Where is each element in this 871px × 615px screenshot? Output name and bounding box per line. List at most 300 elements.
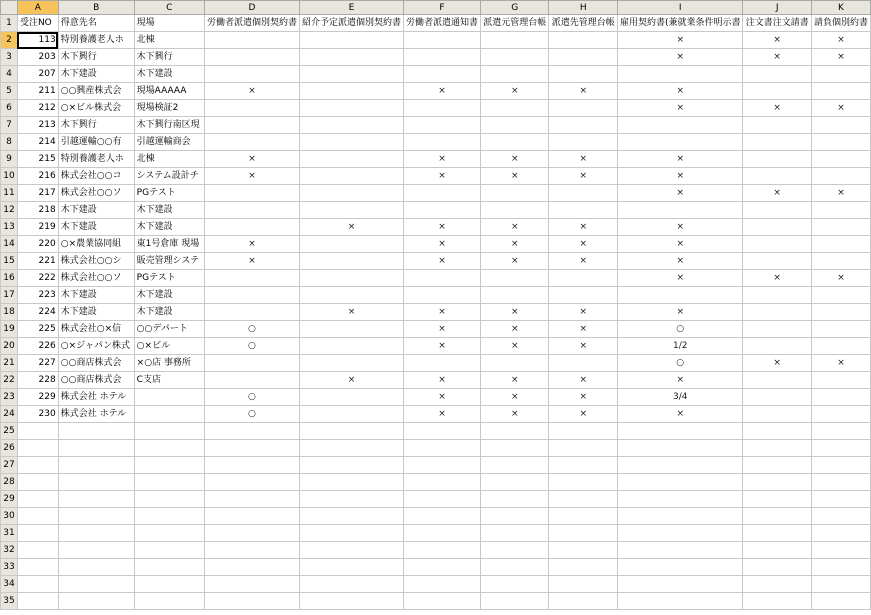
cell-i14[interactable]: × [617,236,743,253]
cell-d5[interactable]: × [204,83,299,100]
cell-j33[interactable] [743,559,811,576]
cell-k4[interactable] [811,66,870,83]
cell-k34[interactable] [811,576,870,593]
cell-j26[interactable] [743,440,811,457]
cell-c15[interactable]: 販売管理システ [134,253,204,270]
row-header-29[interactable]: 29 [1,491,18,508]
row-header-8[interactable]: 8 [1,134,18,151]
cell-j9[interactable] [743,151,811,168]
cell-h20[interactable]: × [549,338,617,355]
cell-g33[interactable] [481,559,549,576]
cell-i4[interactable] [617,66,743,83]
cell-j29[interactable] [743,491,811,508]
cell-j4[interactable] [743,66,811,83]
cell-j28[interactable] [743,474,811,491]
cell-b23[interactable]: 株式会社 ホテル [58,389,134,406]
cell-k24[interactable] [811,406,870,423]
cell-b4[interactable]: 木下建設 [58,66,134,83]
cell-k14[interactable] [811,236,870,253]
header-cell-f[interactable]: 労働者派遣通知書 [404,15,481,32]
cell-h18[interactable]: × [549,304,617,321]
cell-b29[interactable] [58,491,134,508]
cell-g23[interactable]: × [481,389,549,406]
cell-h14[interactable]: × [549,236,617,253]
cell-h5[interactable]: × [549,83,617,100]
cell-h10[interactable]: × [549,168,617,185]
cell-k5[interactable] [811,83,870,100]
cell-i7[interactable] [617,117,743,134]
cell-e12[interactable] [299,202,403,219]
header-cell-k[interactable]: 請負個別約書 [811,15,870,32]
cell-d34[interactable] [204,576,299,593]
cell-a24[interactable]: 230 [17,406,58,423]
cell-c23[interactable] [134,389,204,406]
cell-g26[interactable] [481,440,549,457]
cell-h31[interactable] [549,525,617,542]
cell-h4[interactable] [549,66,617,83]
header-cell-a[interactable]: 受注NO [17,15,58,32]
cell-k29[interactable] [811,491,870,508]
cell-e2[interactable] [299,32,403,49]
cell-a18[interactable]: 224 [17,304,58,321]
cell-j17[interactable] [743,287,811,304]
cell-b32[interactable] [58,542,134,559]
cell-g31[interactable] [481,525,549,542]
cell-a34[interactable] [17,576,58,593]
cell-j34[interactable] [743,576,811,593]
cell-a31[interactable] [17,525,58,542]
row-header-1[interactable]: 1 [1,15,18,32]
row-header-14[interactable]: 14 [1,236,18,253]
cell-k2[interactable]: × [811,32,870,49]
cell-j22[interactable] [743,372,811,389]
cell-i6[interactable]: × [617,100,743,117]
cell-d28[interactable] [204,474,299,491]
cell-i32[interactable] [617,542,743,559]
row-header-7[interactable]: 7 [1,117,18,134]
cell-b35[interactable] [58,593,134,610]
cell-h19[interactable]: × [549,321,617,338]
cell-f35[interactable] [404,593,481,610]
cell-b30[interactable] [58,508,134,525]
cell-i11[interactable]: × [617,185,743,202]
cell-f20[interactable]: × [404,338,481,355]
column-header-h[interactable]: H [549,1,617,15]
cell-d6[interactable] [204,100,299,117]
cell-e29[interactable] [299,491,403,508]
cell-a11[interactable]: 217 [17,185,58,202]
cell-f9[interactable]: × [404,151,481,168]
cell-f34[interactable] [404,576,481,593]
cell-h33[interactable] [549,559,617,576]
cell-c12[interactable]: 木下建設 [134,202,204,219]
cell-e31[interactable] [299,525,403,542]
column-header-a[interactable]: A [17,1,58,15]
cell-k15[interactable] [811,253,870,270]
cell-h21[interactable] [549,355,617,372]
cell-f19[interactable]: × [404,321,481,338]
cell-g12[interactable] [481,202,549,219]
cell-j12[interactable] [743,202,811,219]
cell-a22[interactable]: 228 [17,372,58,389]
cell-d26[interactable] [204,440,299,457]
cell-j27[interactable] [743,457,811,474]
row-header-10[interactable]: 10 [1,168,18,185]
cell-c14[interactable]: 東1号倉庫 現場 [134,236,204,253]
cell-d10[interactable]: × [204,168,299,185]
cell-c4[interactable]: 木下建設 [134,66,204,83]
cell-e11[interactable] [299,185,403,202]
header-cell-i[interactable]: 雇用契約書(兼就業条件明示書 [617,15,743,32]
cell-g19[interactable]: × [481,321,549,338]
cell-k26[interactable] [811,440,870,457]
cell-b5[interactable]: ○○興産株式会 [58,83,134,100]
cell-b2[interactable]: 特別養護老人ホ [58,32,134,49]
cell-j14[interactable] [743,236,811,253]
cell-k20[interactable] [811,338,870,355]
cell-a5[interactable]: 211 [17,83,58,100]
cell-f31[interactable] [404,525,481,542]
cell-j18[interactable] [743,304,811,321]
cell-d11[interactable] [204,185,299,202]
cell-e15[interactable] [299,253,403,270]
cell-c34[interactable] [134,576,204,593]
cell-e14[interactable] [299,236,403,253]
header-cell-g[interactable]: 派遣元管理台帳 [481,15,549,32]
cell-i17[interactable] [617,287,743,304]
cell-h9[interactable]: × [549,151,617,168]
cell-f29[interactable] [404,491,481,508]
row-header-35[interactable]: 35 [1,593,18,610]
cell-h24[interactable]: × [549,406,617,423]
cell-f23[interactable]: × [404,389,481,406]
cell-h23[interactable]: × [549,389,617,406]
cell-f24[interactable]: × [404,406,481,423]
row-header-2[interactable]: 2 [1,32,18,49]
header-cell-h[interactable]: 派遣先管理台帳 [549,15,617,32]
cell-d15[interactable]: × [204,253,299,270]
cell-g24[interactable]: × [481,406,549,423]
cell-j16[interactable]: × [743,270,811,287]
cell-c31[interactable] [134,525,204,542]
cell-f28[interactable] [404,474,481,491]
cell-f21[interactable] [404,355,481,372]
select-all-corner[interactable] [1,1,18,15]
cell-e21[interactable] [299,355,403,372]
cell-e5[interactable] [299,83,403,100]
cell-h8[interactable] [549,134,617,151]
cell-e4[interactable] [299,66,403,83]
cell-g29[interactable] [481,491,549,508]
cell-c3[interactable]: 木下興行 [134,49,204,66]
cell-k12[interactable] [811,202,870,219]
cell-k30[interactable] [811,508,870,525]
cell-a17[interactable]: 223 [17,287,58,304]
cell-h32[interactable] [549,542,617,559]
cell-a10[interactable]: 216 [17,168,58,185]
column-header-c[interactable]: C [134,1,204,15]
cell-g27[interactable] [481,457,549,474]
cell-h34[interactable] [549,576,617,593]
row-header-22[interactable]: 22 [1,372,18,389]
cell-f4[interactable] [404,66,481,83]
cell-f5[interactable]: × [404,83,481,100]
cell-j25[interactable] [743,423,811,440]
row-header-4[interactable]: 4 [1,66,18,83]
cell-k21[interactable]: × [811,355,870,372]
cell-f15[interactable]: × [404,253,481,270]
cell-b17[interactable]: 木下建設 [58,287,134,304]
cell-a27[interactable] [17,457,58,474]
cell-b22[interactable]: ○○商店株式会 [58,372,134,389]
cell-i20[interactable]: 1/2 [617,338,743,355]
cell-d8[interactable] [204,134,299,151]
cell-f6[interactable] [404,100,481,117]
cell-g3[interactable] [481,49,549,66]
cell-k35[interactable] [811,593,870,610]
cell-d18[interactable] [204,304,299,321]
cell-i10[interactable]: × [617,168,743,185]
row-header-6[interactable]: 6 [1,100,18,117]
cell-c5[interactable]: 現場AAAAA [134,83,204,100]
cell-i25[interactable] [617,423,743,440]
cell-f32[interactable] [404,542,481,559]
cell-b21[interactable]: ○○商店株式会 [58,355,134,372]
cell-g6[interactable] [481,100,549,117]
column-header-j[interactable]: J [743,1,811,15]
cell-i34[interactable] [617,576,743,593]
cell-h22[interactable]: × [549,372,617,389]
cell-k27[interactable] [811,457,870,474]
cell-b15[interactable]: 株式会社○○シ [58,253,134,270]
row-header-31[interactable]: 31 [1,525,18,542]
cell-j19[interactable] [743,321,811,338]
cell-f12[interactable] [404,202,481,219]
cell-d2[interactable] [204,32,299,49]
cell-d27[interactable] [204,457,299,474]
cell-i23[interactable]: 3/4 [617,389,743,406]
cell-h16[interactable] [549,270,617,287]
cell-i35[interactable] [617,593,743,610]
cell-f3[interactable] [404,49,481,66]
cell-f2[interactable] [404,32,481,49]
cell-j15[interactable] [743,253,811,270]
row-header-25[interactable]: 25 [1,423,18,440]
cell-i12[interactable] [617,202,743,219]
cell-g8[interactable] [481,134,549,151]
cell-c13[interactable]: 木下建設 [134,219,204,236]
cell-c16[interactable]: PGテスト [134,270,204,287]
cell-b13[interactable]: 木下建設 [58,219,134,236]
column-header-g[interactable]: G [481,1,549,15]
cell-a21[interactable]: 227 [17,355,58,372]
row-header-18[interactable]: 18 [1,304,18,321]
cell-h29[interactable] [549,491,617,508]
row-header-5[interactable]: 5 [1,83,18,100]
cell-c20[interactable]: ○×ビル [134,338,204,355]
cell-h15[interactable]: × [549,253,617,270]
cell-c30[interactable] [134,508,204,525]
cell-j8[interactable] [743,134,811,151]
cell-h27[interactable] [549,457,617,474]
cell-a30[interactable] [17,508,58,525]
cell-i5[interactable]: × [617,83,743,100]
cell-i9[interactable]: × [617,151,743,168]
cell-g17[interactable] [481,287,549,304]
cell-b11[interactable]: 株式会社○○ソ [58,185,134,202]
cell-i26[interactable] [617,440,743,457]
row-header-26[interactable]: 26 [1,440,18,457]
cell-b31[interactable] [58,525,134,542]
cell-a33[interactable] [17,559,58,576]
cell-b3[interactable]: 木下興行 [58,49,134,66]
cell-g28[interactable] [481,474,549,491]
cell-h11[interactable] [549,185,617,202]
cell-a6[interactable]: 212 [17,100,58,117]
cell-h7[interactable] [549,117,617,134]
cell-f22[interactable]: × [404,372,481,389]
cell-f13[interactable]: × [404,219,481,236]
cell-f7[interactable] [404,117,481,134]
row-header-34[interactable]: 34 [1,576,18,593]
cell-b19[interactable]: 株式会社○×信 [58,321,134,338]
cell-d21[interactable] [204,355,299,372]
cell-k17[interactable] [811,287,870,304]
cell-g4[interactable] [481,66,549,83]
cell-c19[interactable]: ○○デパート [134,321,204,338]
cell-h17[interactable] [549,287,617,304]
row-header-12[interactable]: 12 [1,202,18,219]
cell-b14[interactable]: ○×農業協同組 [58,236,134,253]
cell-d13[interactable] [204,219,299,236]
cell-a12[interactable]: 218 [17,202,58,219]
cell-i29[interactable] [617,491,743,508]
cell-b10[interactable]: 株式会社○○コ [58,168,134,185]
cell-d29[interactable] [204,491,299,508]
cell-a32[interactable] [17,542,58,559]
cell-h26[interactable] [549,440,617,457]
cell-f27[interactable] [404,457,481,474]
cell-d25[interactable] [204,423,299,440]
cell-g14[interactable]: × [481,236,549,253]
cell-b9[interactable]: 特別養護老人ホ [58,151,134,168]
cell-c6[interactable]: 現場検証2 [134,100,204,117]
cell-f25[interactable] [404,423,481,440]
cell-a2[interactable]: 113 [17,32,58,49]
cell-j6[interactable]: × [743,100,811,117]
cell-d16[interactable] [204,270,299,287]
header-cell-d[interactable]: 労働者派遣個別契約書 [204,15,299,32]
row-header-33[interactable]: 33 [1,559,18,576]
row-header-13[interactable]: 13 [1,219,18,236]
cell-k11[interactable]: × [811,185,870,202]
cell-e28[interactable] [299,474,403,491]
cell-e13[interactable]: × [299,219,403,236]
cell-d32[interactable] [204,542,299,559]
cell-k33[interactable] [811,559,870,576]
cell-a14[interactable]: 220 [17,236,58,253]
cell-e35[interactable] [299,593,403,610]
cell-i3[interactable]: × [617,49,743,66]
cell-c29[interactable] [134,491,204,508]
cell-e24[interactable] [299,406,403,423]
column-header-k[interactable]: K [811,1,870,15]
cell-e33[interactable] [299,559,403,576]
cell-e22[interactable]: × [299,372,403,389]
cell-i15[interactable]: × [617,253,743,270]
cell-e23[interactable] [299,389,403,406]
cell-j5[interactable] [743,83,811,100]
cell-c26[interactable] [134,440,204,457]
row-header-20[interactable]: 20 [1,338,18,355]
cell-k22[interactable] [811,372,870,389]
cell-e8[interactable] [299,134,403,151]
cell-d24[interactable]: ○ [204,406,299,423]
cell-j20[interactable] [743,338,811,355]
header-cell-j[interactable]: 注文書注文請書 [743,15,811,32]
cell-c8[interactable]: 引越運輸商会 [134,134,204,151]
cell-c25[interactable] [134,423,204,440]
cell-j7[interactable] [743,117,811,134]
cell-e34[interactable] [299,576,403,593]
cell-f30[interactable] [404,508,481,525]
cell-a16[interactable]: 222 [17,270,58,287]
cell-a9[interactable]: 215 [17,151,58,168]
cell-c24[interactable] [134,406,204,423]
cell-b24[interactable]: 株式会社 ホテル [58,406,134,423]
cell-d33[interactable] [204,559,299,576]
cell-k28[interactable] [811,474,870,491]
cell-j11[interactable]: × [743,185,811,202]
cell-e20[interactable] [299,338,403,355]
cell-b6[interactable]: ○×ビル株式会 [58,100,134,117]
cell-g21[interactable] [481,355,549,372]
row-header-30[interactable]: 30 [1,508,18,525]
cell-k32[interactable] [811,542,870,559]
cell-j23[interactable] [743,389,811,406]
cell-g34[interactable] [481,576,549,593]
cell-i27[interactable] [617,457,743,474]
cell-b27[interactable] [58,457,134,474]
cell-h12[interactable] [549,202,617,219]
cell-c2[interactable]: 北棟 [134,32,204,49]
cell-g10[interactable]: × [481,168,549,185]
header-cell-c[interactable]: 現場 [134,15,204,32]
cell-i22[interactable]: × [617,372,743,389]
cell-k19[interactable] [811,321,870,338]
cell-b34[interactable] [58,576,134,593]
cell-i21[interactable]: ○ [617,355,743,372]
cell-j3[interactable]: × [743,49,811,66]
row-header-9[interactable]: 9 [1,151,18,168]
cell-d31[interactable] [204,525,299,542]
cell-b28[interactable] [58,474,134,491]
cell-j13[interactable] [743,219,811,236]
cell-b12[interactable]: 木下建設 [58,202,134,219]
cell-a19[interactable]: 225 [17,321,58,338]
cell-f14[interactable]: × [404,236,481,253]
cell-i18[interactable]: × [617,304,743,321]
cell-h35[interactable] [549,593,617,610]
cell-h6[interactable] [549,100,617,117]
cell-i28[interactable] [617,474,743,491]
column-header-b[interactable]: B [58,1,134,15]
cell-g15[interactable]: × [481,253,549,270]
cell-h30[interactable] [549,508,617,525]
row-header-32[interactable]: 32 [1,542,18,559]
cell-c9[interactable]: 北棟 [134,151,204,168]
cell-b16[interactable]: 株式会社○○ソ [58,270,134,287]
